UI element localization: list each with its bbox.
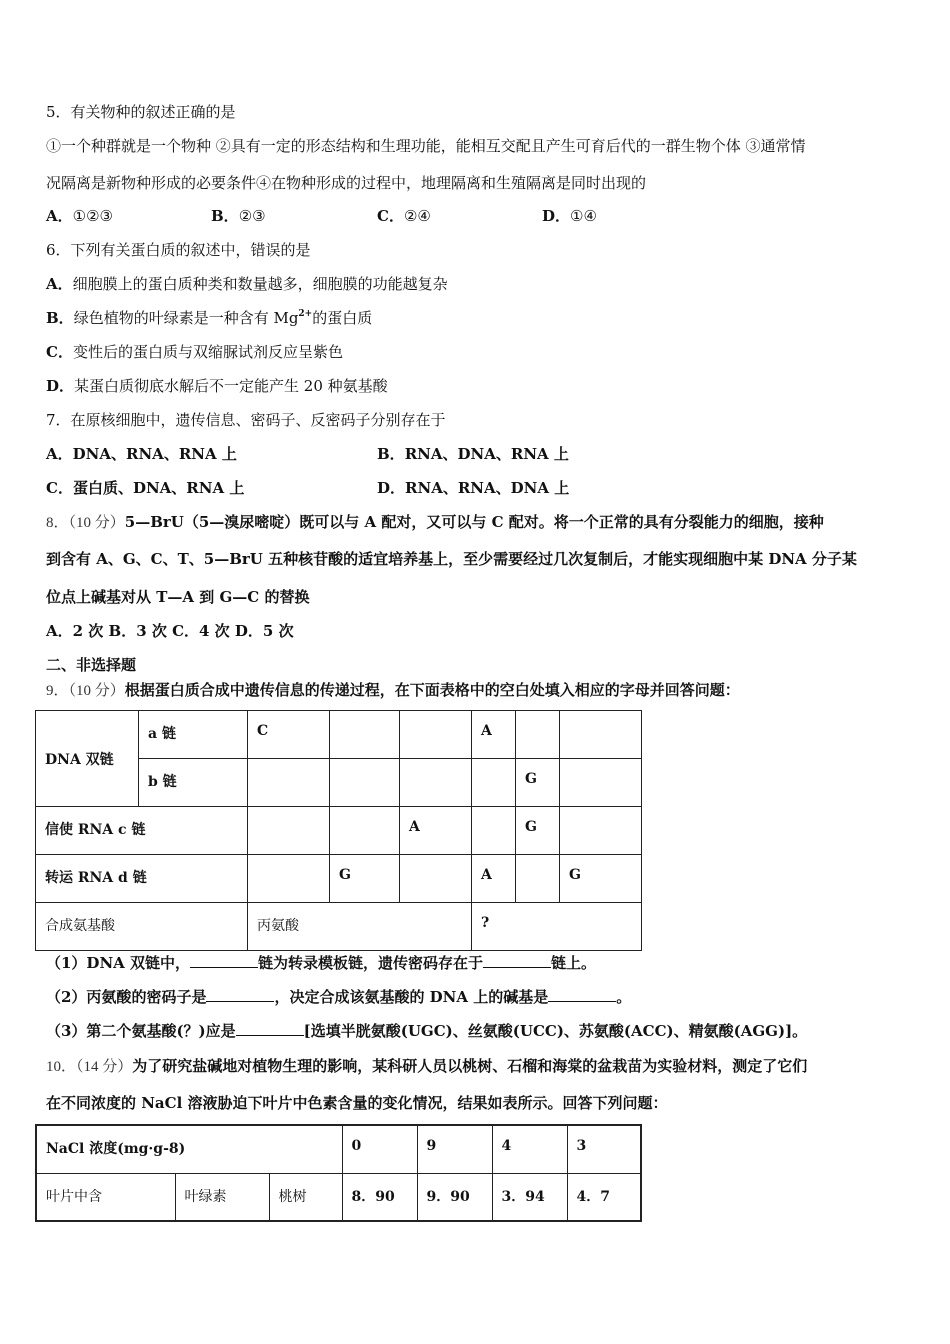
table-cell: 4．7 — [567, 1173, 641, 1221]
section-title: 二、非选择题 — [46, 656, 137, 674]
option-label: C． — [46, 479, 73, 497]
table-cell: A — [472, 855, 516, 903]
option-text: RNA、RNA、DNA 上 — [405, 479, 570, 497]
option-text: RNA、DNA、RNA 上 — [404, 445, 569, 463]
q10-line1 — [46, 1056, 807, 1077]
q8-options: A．2 次 B．3 次 C．4 次 D．5 次 — [46, 622, 294, 640]
question-number: 9．（10 分） — [46, 683, 125, 699]
option-label: A． — [46, 207, 73, 225]
table-row-d — [36, 855, 642, 903]
row-label: 叶绿素 — [175, 1173, 269, 1221]
table-cell — [516, 711, 560, 759]
option-text: ②③ — [238, 207, 266, 225]
table-cell — [560, 759, 642, 807]
table-cell — [248, 855, 330, 903]
table-cell — [472, 807, 516, 855]
q7-option-a — [46, 444, 237, 464]
table-cell — [400, 711, 472, 759]
table-cell: 3．94 — [492, 1173, 567, 1221]
option-text: DNA、RNA、RNA 上 — [72, 445, 237, 463]
superscript-charge: 2+ — [298, 309, 313, 319]
q6-option-d — [46, 376, 388, 396]
sub-text: ，决定合成该氨基酸的 DNA 上的碱基是 — [274, 988, 549, 1006]
table-cell: 9．90 — [417, 1173, 492, 1221]
table-cell: 8．90 — [342, 1173, 417, 1221]
header-cell: 9 — [417, 1125, 492, 1173]
q8-line3: 位点上碱基对从 T—A 到 G—C 的替换 — [46, 588, 310, 606]
table-row-amino-acid — [36, 903, 642, 951]
q7-option-c — [46, 478, 244, 498]
option-text: 变性后的蛋白质与双缩脲试剂反应呈紫色 — [72, 343, 343, 361]
answer-blank[interactable] — [483, 953, 551, 968]
sub-text: 链上。 — [551, 954, 597, 972]
dna-label-cell: DNA 双链 — [36, 711, 139, 807]
option-label: B． — [46, 309, 74, 327]
q5-option-c — [377, 206, 431, 226]
table-row-c — [36, 807, 642, 855]
q8-line1 — [46, 512, 824, 533]
header-cell: 3 — [567, 1125, 641, 1173]
option-label: A． — [46, 275, 73, 293]
table-cell: G — [330, 855, 400, 903]
q9-sub1 — [46, 953, 596, 973]
genetic-info-table — [35, 710, 642, 951]
table-cell — [330, 807, 400, 855]
option-text: ①④ — [570, 207, 597, 225]
table-cell — [560, 711, 642, 759]
row-label: 叶片中含 — [36, 1173, 175, 1221]
q5-line2: 况隔离是新物种形成的必要条件④在物种形成的过程中，地理隔离和生殖隔离是同时出现的 — [46, 174, 647, 192]
q9-sub3 — [46, 1021, 807, 1041]
header-cell: 0 — [342, 1125, 417, 1173]
option-label: A． — [46, 445, 73, 463]
sub-text: [选填半胱氨酸(UGC)、丝氨酸(UCC)、苏氨酸(ACC)、精氨酸(AGG)]。 — [303, 1022, 808, 1040]
table-cell — [516, 855, 560, 903]
table-cell: G — [560, 855, 642, 903]
table-cell — [400, 759, 472, 807]
option-text: ②④ — [403, 207, 431, 225]
table-cell — [248, 759, 330, 807]
q6-option-c — [46, 342, 343, 362]
option-label: D． — [377, 479, 406, 497]
option-text-tail: 的蛋白质 — [312, 309, 373, 327]
q8-line2: 到含有 A、G、C、T、5—BrU 五种核苷酸的适宜培养基上，至少需要经过几次复制后，才能实现细胞中某 DNA 分子某 — [46, 550, 857, 568]
table-cell: A — [472, 711, 516, 759]
sub-text: 链为转录模板链，遗传密码存在于 — [258, 954, 484, 972]
sub-text: （2）丙氨酸的密码子是 — [46, 988, 207, 1006]
option-label: B． — [377, 445, 405, 463]
q9-text: 根据蛋白质合成中遗传信息的传递过程，在下面表格中的空白处填入相应的字母并回答问题： — [124, 681, 740, 699]
table-header-row — [36, 1125, 641, 1173]
option-text: 蛋白质、DNA、RNA 上 — [72, 479, 245, 497]
question-number: 8．（10 分） — [46, 515, 125, 531]
table-cell: G — [516, 759, 560, 807]
q7-option-d — [377, 478, 569, 498]
table-cell — [400, 855, 472, 903]
q5-line1: ①一个种群就是一个物种 ②具有一定的形态结构和生理功能，能相互交配且产生可育后代的一群生物个体 ③通常情 — [46, 137, 806, 155]
q9-sub2 — [46, 987, 631, 1007]
q6-stem: 6．下列有关蛋白质的叙述中，错误的是 — [46, 241, 311, 259]
table-cell: G — [516, 807, 560, 855]
trna-label: 转运 RNA d 链 — [36, 855, 248, 903]
sub-text: 。 — [616, 988, 632, 1006]
q6-option-a — [46, 274, 448, 294]
table-cell — [472, 759, 516, 807]
option-label: C． — [377, 207, 404, 225]
table-row-a — [36, 711, 642, 759]
answer-blank[interactable] — [206, 987, 274, 1002]
table-cell — [248, 807, 330, 855]
answer-blank[interactable] — [190, 953, 258, 968]
header-cell: 4 — [492, 1125, 567, 1173]
answer-blank[interactable] — [236, 1021, 304, 1036]
q8-text: 5—BrU（5—溴尿嘧啶）既可以与 A 配对，又可以与 C 配对。将一个正常的具有分裂能力的细胞，接种 — [124, 513, 824, 531]
q5-option-a — [46, 206, 113, 226]
question-number: 10．（14 分） — [46, 1059, 133, 1075]
row-label: 桃树 — [269, 1173, 342, 1221]
amino-acid-cell: 丙氨酸 — [248, 903, 472, 951]
option-text: ①②③ — [72, 207, 113, 225]
sub-text: （3）第二个氨基酸(？)应是 — [46, 1022, 236, 1040]
q5-option-d — [542, 206, 597, 226]
amino-acid-label: 合成氨基酸 — [36, 903, 248, 951]
table-cell: A — [400, 807, 472, 855]
q6-option-b — [46, 308, 372, 328]
q10-text: 为了研究盐碱地对植物生理的影响，某科研人员以桃树、石榴和海棠的盆栽苗为实验材料，测定了它们 — [132, 1057, 808, 1075]
q5-option-b — [211, 206, 266, 226]
option-label: D． — [46, 377, 75, 395]
option-text: 某蛋白质彻底水解后不一定能产生 20 种氨基酸 — [74, 377, 388, 395]
a-chain-label: a 链 — [139, 711, 248, 759]
table-cell — [330, 759, 400, 807]
q10-line2: 在不同浓度的 NaCl 溶液胁迫下叶片中色素含量的变化情况，结果如表所示。回答下列问题： — [46, 1094, 668, 1112]
b-chain-label: b 链 — [139, 759, 248, 807]
amino-acid-unknown-cell: ? — [472, 903, 642, 951]
option-label: D． — [542, 207, 571, 225]
answer-blank[interactable] — [548, 987, 616, 1002]
table-row — [36, 1173, 641, 1221]
option-text: 细胞膜上的蛋白质种类和数量越多，细胞膜的功能越复杂 — [72, 275, 448, 293]
option-label: B． — [211, 207, 239, 225]
table-cell: C — [248, 711, 330, 759]
option-label: C． — [46, 343, 73, 361]
q7-stem: 7．在原核细胞中，遗传信息、密码子、反密码子分别存在于 — [46, 411, 446, 429]
table-cell — [330, 711, 400, 759]
mrna-label: 信使 RNA c 链 — [36, 807, 248, 855]
q7-option-b — [377, 444, 569, 464]
nacl-header-label: NaCl 浓度(mg·g-8) — [36, 1125, 342, 1173]
table-cell — [560, 807, 642, 855]
option-text: 绿色植物的叶绿素是一种含有 Mg — [73, 309, 299, 327]
sub-text: （1）DNA 双链中， — [46, 954, 191, 972]
q5-stem: 5．有关物种的叙述正确的是 — [46, 103, 236, 121]
nacl-pigment-table — [35, 1124, 642, 1222]
q9-stem — [46, 680, 740, 701]
